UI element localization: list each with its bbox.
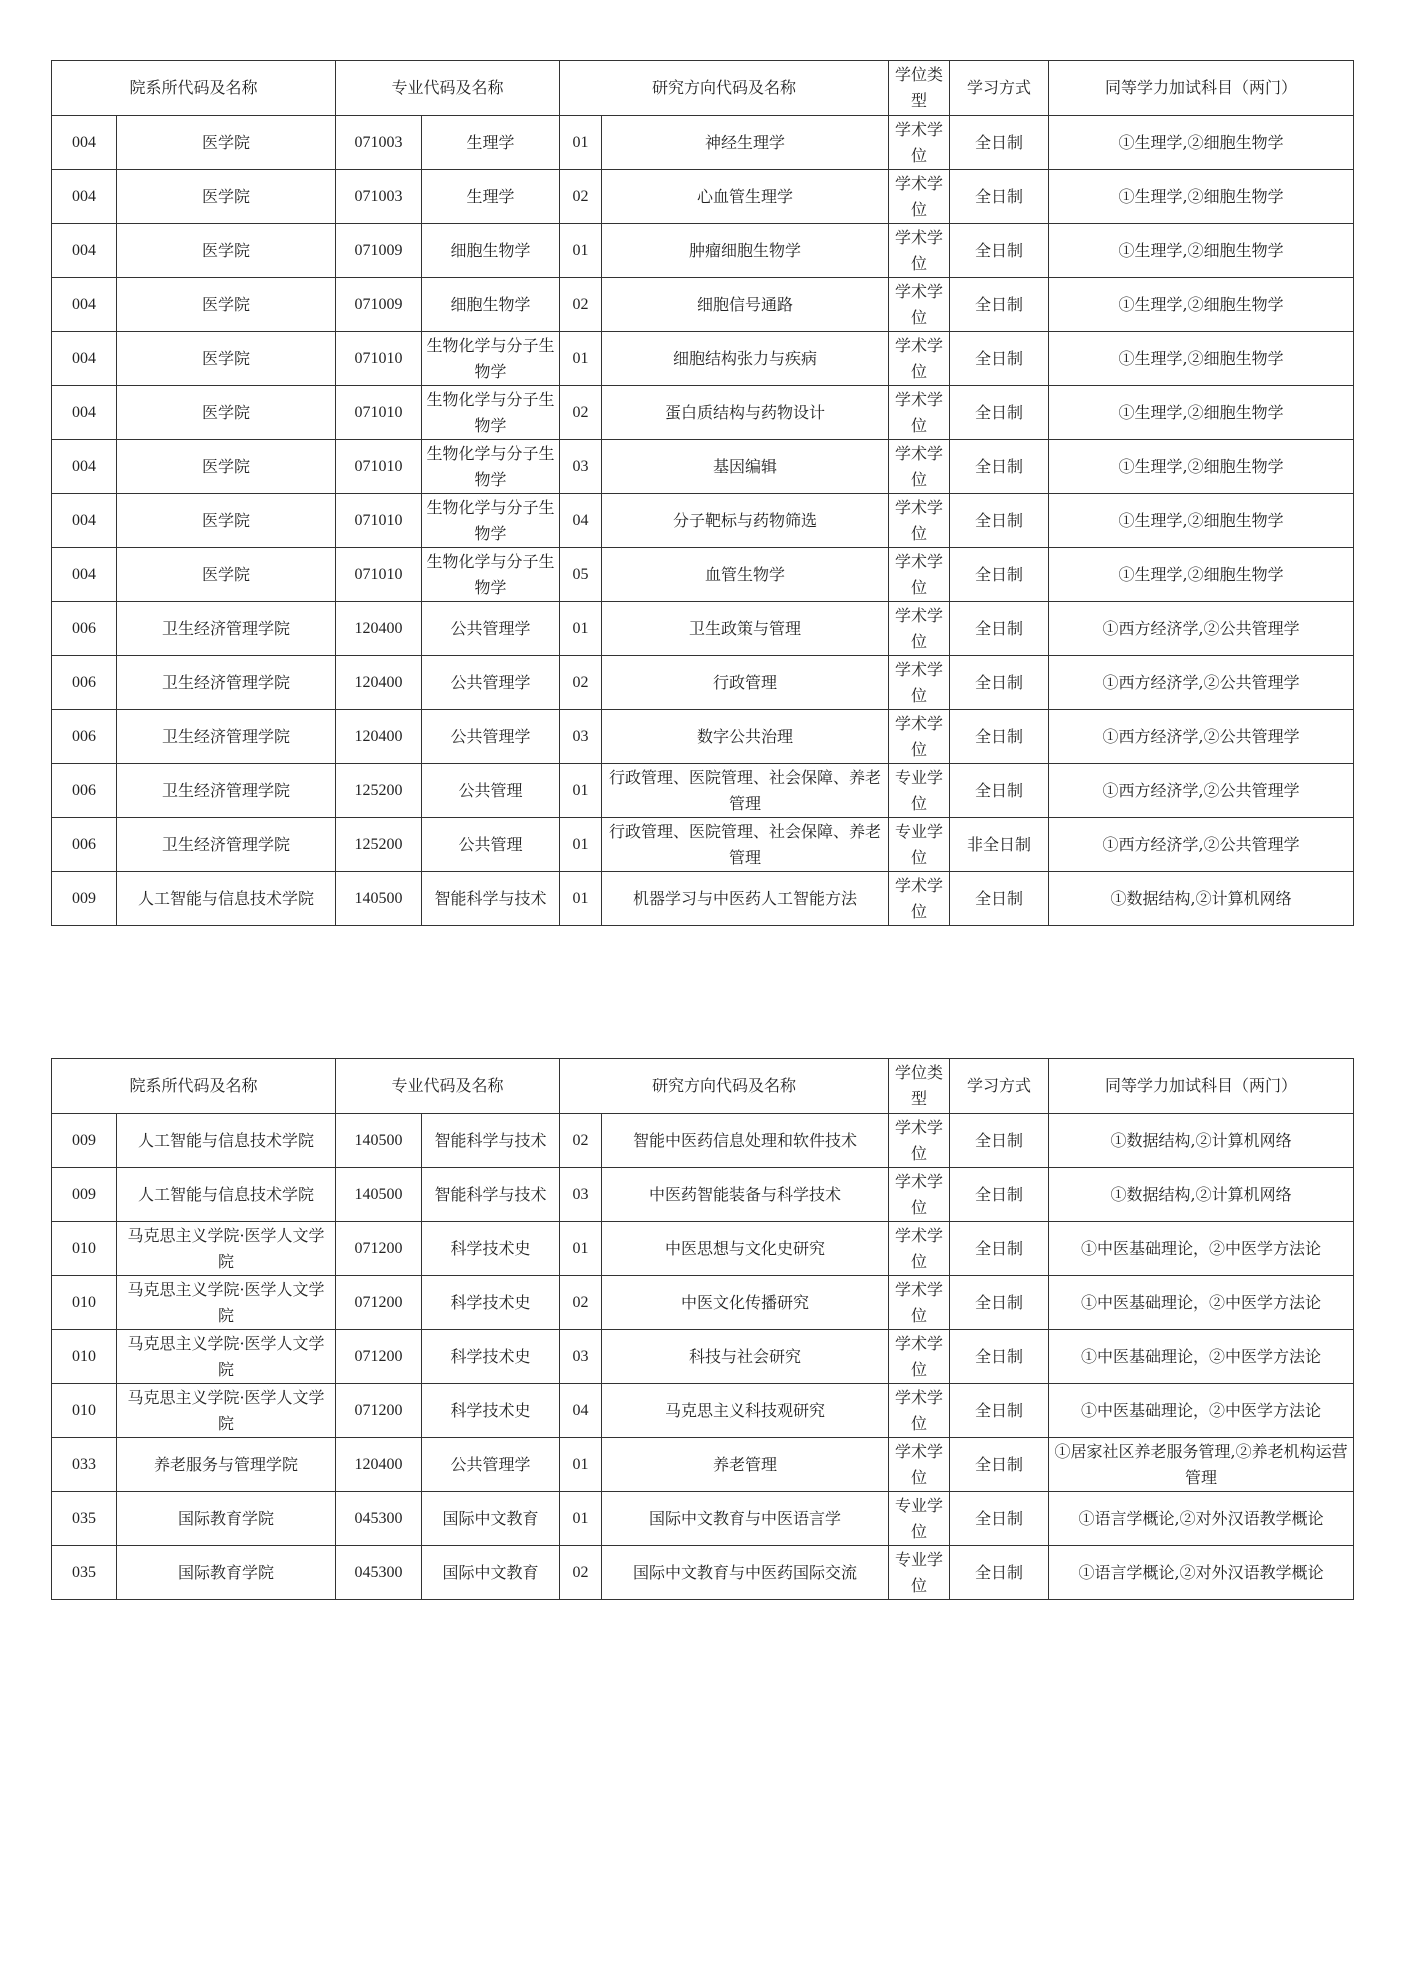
degree-type-cell: 学术学位 — [889, 1438, 950, 1492]
header-mode: 学习方式 — [950, 61, 1049, 116]
direction-code-cell: 01 — [560, 1438, 602, 1492]
direction-code-cell: 02 — [560, 386, 602, 440]
extra-subjects-cell: ①语言学概论,②对外汉语教学概论 — [1049, 1546, 1354, 1600]
major-code-cell: 071010 — [336, 494, 422, 548]
table-row — [52, 1438, 1354, 1492]
major-name-cell: 生物化学与分子生物学 — [422, 386, 560, 440]
college-code-cell: 004 — [52, 548, 117, 602]
direction-name-cell: 神经生理学 — [602, 116, 889, 170]
direction-name-cell: 血管生物学 — [602, 548, 889, 602]
table-row — [52, 1114, 1354, 1168]
header-mode: 学习方式 — [950, 1059, 1049, 1114]
major-name-cell: 科学技术史 — [422, 1330, 560, 1384]
table-row — [52, 170, 1354, 224]
table-row — [52, 440, 1354, 494]
college-name-cell: 医学院 — [117, 116, 336, 170]
direction-code-cell: 01 — [560, 1222, 602, 1276]
header-extra: 同等学力加试科目（两门） — [1049, 1059, 1354, 1114]
table-row — [52, 602, 1354, 656]
major-name-cell: 公共管理学 — [422, 656, 560, 710]
direction-code-cell: 03 — [560, 710, 602, 764]
college-code-cell: 004 — [52, 170, 117, 224]
study-mode-cell: 全日制 — [950, 1276, 1049, 1330]
program-table-1 — [51, 60, 1354, 926]
study-mode-cell: 全日制 — [950, 1114, 1049, 1168]
extra-subjects-cell: ①语言学概论,②对外汉语教学概论 — [1049, 1492, 1354, 1546]
table-row — [52, 764, 1354, 818]
college-code-cell: 009 — [52, 1168, 117, 1222]
direction-code-cell: 02 — [560, 278, 602, 332]
degree-type-cell: 学术学位 — [889, 224, 950, 278]
degree-type-cell: 学术学位 — [889, 116, 950, 170]
major-name-cell: 科学技术史 — [422, 1222, 560, 1276]
direction-name-cell: 马克思主义科技观研究 — [602, 1384, 889, 1438]
study-mode-cell: 全日制 — [950, 602, 1049, 656]
study-mode-cell: 全日制 — [950, 656, 1049, 710]
direction-name-cell: 科技与社会研究 — [602, 1330, 889, 1384]
direction-name-cell: 行政管理 — [602, 656, 889, 710]
direction-name-cell: 行政管理、医院管理、社会保障、养老管理 — [602, 764, 889, 818]
major-name-cell: 公共管理 — [422, 818, 560, 872]
study-mode-cell: 全日制 — [950, 278, 1049, 332]
major-name-cell: 生物化学与分子生物学 — [422, 548, 560, 602]
direction-name-cell: 国际中文教育与中医药国际交流 — [602, 1546, 889, 1600]
major-code-cell: 071010 — [336, 548, 422, 602]
degree-type-cell: 学术学位 — [889, 386, 950, 440]
direction-code-cell: 01 — [560, 602, 602, 656]
degree-type-cell: 学术学位 — [889, 548, 950, 602]
college-name-cell: 卫生经济管理学院 — [117, 818, 336, 872]
major-name-cell: 生物化学与分子生物学 — [422, 332, 560, 386]
study-mode-cell: 全日制 — [950, 440, 1049, 494]
direction-code-cell: 02 — [560, 1114, 602, 1168]
direction-code-cell: 04 — [560, 494, 602, 548]
direction-code-cell: 01 — [560, 764, 602, 818]
header-extra: 同等学力加试科目（两门） — [1049, 61, 1354, 116]
major-code-cell: 071200 — [336, 1222, 422, 1276]
major-code-cell: 071010 — [336, 332, 422, 386]
table-row — [52, 224, 1354, 278]
college-name-cell: 人工智能与信息技术学院 — [117, 1114, 336, 1168]
direction-code-cell: 03 — [560, 1330, 602, 1384]
direction-code-cell: 01 — [560, 116, 602, 170]
major-code-cell: 071200 — [336, 1276, 422, 1330]
study-mode-cell: 全日制 — [950, 332, 1049, 386]
extra-subjects-cell: ①西方经济学,②公共管理学 — [1049, 764, 1354, 818]
study-mode-cell: 全日制 — [950, 1330, 1049, 1384]
college-code-cell: 009 — [52, 1114, 117, 1168]
major-code-cell: 125200 — [336, 818, 422, 872]
table-row — [52, 494, 1354, 548]
major-name-cell: 公共管理 — [422, 764, 560, 818]
table-row — [52, 332, 1354, 386]
study-mode-cell: 全日制 — [950, 1546, 1049, 1600]
extra-subjects-cell: ①生理学,②细胞生物学 — [1049, 494, 1354, 548]
study-mode-cell: 全日制 — [950, 1492, 1049, 1546]
extra-subjects-cell: ①西方经济学,②公共管理学 — [1049, 602, 1354, 656]
direction-code-cell: 02 — [560, 656, 602, 710]
study-mode-cell: 全日制 — [950, 170, 1049, 224]
extra-subjects-cell: ①生理学,②细胞生物学 — [1049, 224, 1354, 278]
college-code-cell: 006 — [52, 764, 117, 818]
major-code-cell: 071003 — [336, 116, 422, 170]
major-code-cell: 071010 — [336, 386, 422, 440]
direction-code-cell: 01 — [560, 332, 602, 386]
college-code-cell: 004 — [52, 278, 117, 332]
degree-type-cell: 专业学位 — [889, 1492, 950, 1546]
degree-type-cell: 学术学位 — [889, 332, 950, 386]
degree-type-cell: 学术学位 — [889, 494, 950, 548]
college-name-cell: 医学院 — [117, 548, 336, 602]
table-row — [52, 386, 1354, 440]
study-mode-cell: 全日制 — [950, 494, 1049, 548]
major-code-cell: 071009 — [336, 278, 422, 332]
study-mode-cell: 全日制 — [950, 116, 1049, 170]
direction-name-cell: 智能中医药信息处理和软件技术 — [602, 1114, 889, 1168]
college-name-cell: 医学院 — [117, 332, 336, 386]
extra-subjects-cell: ①西方经济学,②公共管理学 — [1049, 710, 1354, 764]
college-code-cell: 006 — [52, 710, 117, 764]
direction-name-cell: 肿瘤细胞生物学 — [602, 224, 889, 278]
header-direction: 研究方向代码及名称 — [560, 61, 889, 116]
major-code-cell: 140500 — [336, 1114, 422, 1168]
major-code-cell: 140500 — [336, 872, 422, 926]
direction-name-cell: 基因编辑 — [602, 440, 889, 494]
direction-code-cell: 01 — [560, 224, 602, 278]
college-name-cell: 医学院 — [117, 494, 336, 548]
degree-type-cell: 专业学位 — [889, 818, 950, 872]
direction-name-cell: 数字公共治理 — [602, 710, 889, 764]
college-name-cell: 国际教育学院 — [117, 1492, 336, 1546]
college-code-cell: 004 — [52, 440, 117, 494]
study-mode-cell: 全日制 — [950, 1168, 1049, 1222]
college-name-cell: 医学院 — [117, 386, 336, 440]
college-code-cell: 010 — [52, 1330, 117, 1384]
degree-type-cell: 学术学位 — [889, 710, 950, 764]
header-degree: 学位类型 — [889, 61, 950, 116]
major-name-cell: 生物化学与分子生物学 — [422, 440, 560, 494]
table-row — [52, 656, 1354, 710]
program-table-2 — [51, 1058, 1354, 1600]
direction-code-cell: 02 — [560, 170, 602, 224]
major-name-cell: 细胞生物学 — [422, 224, 560, 278]
major-code-cell: 071009 — [336, 224, 422, 278]
direction-code-cell: 01 — [560, 872, 602, 926]
study-mode-cell: 全日制 — [950, 224, 1049, 278]
extra-subjects-cell: ①中医基础理论，②中医学方法论 — [1049, 1384, 1354, 1438]
major-name-cell: 公共管理学 — [422, 602, 560, 656]
table-row — [52, 1330, 1354, 1384]
major-name-cell: 细胞生物学 — [422, 278, 560, 332]
degree-type-cell: 专业学位 — [889, 1546, 950, 1600]
major-name-cell: 生物化学与分子生物学 — [422, 494, 560, 548]
direction-name-cell: 卫生政策与管理 — [602, 602, 889, 656]
direction-name-cell: 蛋白质结构与药物设计 — [602, 386, 889, 440]
major-code-cell: 120400 — [336, 602, 422, 656]
extra-subjects-cell: ①中医基础理论，②中医学方法论 — [1049, 1330, 1354, 1384]
table-row — [52, 1384, 1354, 1438]
study-mode-cell: 全日制 — [950, 548, 1049, 602]
extra-subjects-cell: ①中医基础理论，②中医学方法论 — [1049, 1276, 1354, 1330]
direction-name-cell: 中医文化传播研究 — [602, 1276, 889, 1330]
header-college: 院系所代码及名称 — [52, 61, 336, 116]
major-name-cell: 生理学 — [422, 116, 560, 170]
study-mode-cell: 全日制 — [950, 710, 1049, 764]
direction-code-cell: 02 — [560, 1546, 602, 1600]
extra-subjects-cell: ①居家社区养老服务管理,②养老机构运营管理 — [1049, 1438, 1354, 1492]
major-code-cell: 071200 — [336, 1330, 422, 1384]
college-name-cell: 马克思主义学院·医学人文学院 — [117, 1276, 336, 1330]
direction-name-cell: 中医药智能装备与科学技术 — [602, 1168, 889, 1222]
major-code-cell: 140500 — [336, 1168, 422, 1222]
major-name-cell: 生理学 — [422, 170, 560, 224]
direction-code-cell: 02 — [560, 1276, 602, 1330]
degree-type-cell: 学术学位 — [889, 872, 950, 926]
study-mode-cell: 全日制 — [950, 1438, 1049, 1492]
table-row — [52, 818, 1354, 872]
direction-code-cell: 01 — [560, 818, 602, 872]
table-header-row — [52, 61, 1354, 116]
college-code-cell: 006 — [52, 602, 117, 656]
degree-type-cell: 学术学位 — [889, 1114, 950, 1168]
study-mode-cell: 非全日制 — [950, 818, 1049, 872]
extra-subjects-cell: ①数据结构,②计算机网络 — [1049, 872, 1354, 926]
degree-type-cell: 专业学位 — [889, 764, 950, 818]
header-degree: 学位类型 — [889, 1059, 950, 1114]
direction-name-cell: 心血管生理学 — [602, 170, 889, 224]
college-name-cell: 卫生经济管理学院 — [117, 602, 336, 656]
table-row — [52, 548, 1354, 602]
table-row — [52, 1222, 1354, 1276]
major-code-cell: 045300 — [336, 1546, 422, 1600]
college-name-cell: 养老服务与管理学院 — [117, 1438, 336, 1492]
direction-code-cell: 05 — [560, 548, 602, 602]
table-row — [52, 116, 1354, 170]
table-row — [52, 1546, 1354, 1600]
college-code-cell: 010 — [52, 1222, 117, 1276]
table-row — [52, 1276, 1354, 1330]
college-code-cell: 035 — [52, 1492, 117, 1546]
direction-name-cell: 中医思想与文化史研究 — [602, 1222, 889, 1276]
college-code-cell: 004 — [52, 494, 117, 548]
direction-code-cell: 03 — [560, 440, 602, 494]
major-code-cell: 120400 — [336, 1438, 422, 1492]
header-major: 专业代码及名称 — [336, 1059, 560, 1114]
direction-name-cell: 细胞信号通路 — [602, 278, 889, 332]
direction-name-cell: 分子靶标与药物筛选 — [602, 494, 889, 548]
college-code-cell: 004 — [52, 224, 117, 278]
college-name-cell: 医学院 — [117, 278, 336, 332]
extra-subjects-cell: ①数据结构,②计算机网络 — [1049, 1168, 1354, 1222]
direction-name-cell: 国际中文教育与中医语言学 — [602, 1492, 889, 1546]
major-code-cell: 120400 — [336, 710, 422, 764]
table-body — [52, 1114, 1354, 1600]
college-name-cell: 马克思主义学院·医学人文学院 — [117, 1330, 336, 1384]
college-code-cell: 033 — [52, 1438, 117, 1492]
college-code-cell: 006 — [52, 818, 117, 872]
study-mode-cell: 全日制 — [950, 386, 1049, 440]
extra-subjects-cell: ①西方经济学,②公共管理学 — [1049, 818, 1354, 872]
degree-type-cell: 学术学位 — [889, 1276, 950, 1330]
extra-subjects-cell: ①生理学,②细胞生物学 — [1049, 116, 1354, 170]
direction-name-cell: 行政管理、医院管理、社会保障、养老管理 — [602, 818, 889, 872]
degree-type-cell: 学术学位 — [889, 1168, 950, 1222]
college-name-cell: 卫生经济管理学院 — [117, 710, 336, 764]
college-name-cell: 马克思主义学院·医学人文学院 — [117, 1384, 336, 1438]
major-code-cell: 071003 — [336, 170, 422, 224]
header-major: 专业代码及名称 — [336, 61, 560, 116]
major-name-cell: 国际中文教育 — [422, 1492, 560, 1546]
college-code-cell: 009 — [52, 872, 117, 926]
extra-subjects-cell: ①生理学,②细胞生物学 — [1049, 170, 1354, 224]
major-name-cell: 科学技术史 — [422, 1384, 560, 1438]
extra-subjects-cell: ①生理学,②细胞生物学 — [1049, 278, 1354, 332]
major-name-cell: 智能科学与技术 — [422, 1114, 560, 1168]
extra-subjects-cell: ①西方经济学,②公共管理学 — [1049, 656, 1354, 710]
direction-code-cell: 04 — [560, 1384, 602, 1438]
table-row — [52, 872, 1354, 926]
college-name-cell: 医学院 — [117, 440, 336, 494]
college-name-cell: 马克思主义学院·医学人文学院 — [117, 1222, 336, 1276]
college-code-cell: 006 — [52, 656, 117, 710]
direction-code-cell: 03 — [560, 1168, 602, 1222]
study-mode-cell: 全日制 — [950, 1222, 1049, 1276]
extra-subjects-cell: ①生理学,②细胞生物学 — [1049, 386, 1354, 440]
extra-subjects-cell: ①生理学,②细胞生物学 — [1049, 548, 1354, 602]
table-body — [52, 116, 1354, 926]
extra-subjects-cell: ①数据结构,②计算机网络 — [1049, 1114, 1354, 1168]
college-code-cell: 010 — [52, 1276, 117, 1330]
major-code-cell: 120400 — [336, 656, 422, 710]
college-code-cell: 004 — [52, 116, 117, 170]
college-name-cell: 人工智能与信息技术学院 — [117, 872, 336, 926]
major-name-cell: 公共管理学 — [422, 1438, 560, 1492]
direction-code-cell: 01 — [560, 1492, 602, 1546]
direction-name-cell: 细胞结构张力与疾病 — [602, 332, 889, 386]
college-code-cell: 010 — [52, 1384, 117, 1438]
major-name-cell: 智能科学与技术 — [422, 1168, 560, 1222]
college-code-cell: 035 — [52, 1546, 117, 1600]
extra-subjects-cell: ①生理学,②细胞生物学 — [1049, 440, 1354, 494]
college-name-cell: 人工智能与信息技术学院 — [117, 1168, 336, 1222]
extra-subjects-cell: ①生理学,②细胞生物学 — [1049, 332, 1354, 386]
degree-type-cell: 学术学位 — [889, 1330, 950, 1384]
college-code-cell: 004 — [52, 386, 117, 440]
major-name-cell: 国际中文教育 — [422, 1546, 560, 1600]
major-name-cell: 智能科学与技术 — [422, 872, 560, 926]
college-name-cell: 卫生经济管理学院 — [117, 764, 336, 818]
table-header-row — [52, 1059, 1354, 1114]
direction-name-cell: 机器学习与中医药人工智能方法 — [602, 872, 889, 926]
header-direction: 研究方向代码及名称 — [560, 1059, 889, 1114]
degree-type-cell: 学术学位 — [889, 278, 950, 332]
degree-type-cell: 学术学位 — [889, 656, 950, 710]
study-mode-cell: 全日制 — [950, 1384, 1049, 1438]
header-college: 院系所代码及名称 — [52, 1059, 336, 1114]
major-code-cell: 045300 — [336, 1492, 422, 1546]
college-name-cell: 卫生经济管理学院 — [117, 656, 336, 710]
major-code-cell: 125200 — [336, 764, 422, 818]
table-row — [52, 278, 1354, 332]
study-mode-cell: 全日制 — [950, 764, 1049, 818]
degree-type-cell: 学术学位 — [889, 170, 950, 224]
table-row — [52, 1492, 1354, 1546]
major-code-cell: 071200 — [336, 1384, 422, 1438]
degree-type-cell: 学术学位 — [889, 1222, 950, 1276]
college-name-cell: 国际教育学院 — [117, 1546, 336, 1600]
study-mode-cell: 全日制 — [950, 872, 1049, 926]
college-code-cell: 004 — [52, 332, 117, 386]
major-name-cell: 科学技术史 — [422, 1276, 560, 1330]
degree-type-cell: 学术学位 — [889, 602, 950, 656]
college-name-cell: 医学院 — [117, 224, 336, 278]
major-name-cell: 公共管理学 — [422, 710, 560, 764]
major-code-cell: 071010 — [336, 440, 422, 494]
extra-subjects-cell: ①中医基础理论，②中医学方法论 — [1049, 1222, 1354, 1276]
degree-type-cell: 学术学位 — [889, 440, 950, 494]
degree-type-cell: 学术学位 — [889, 1384, 950, 1438]
college-name-cell: 医学院 — [117, 170, 336, 224]
table-row — [52, 1168, 1354, 1222]
table-row — [52, 710, 1354, 764]
direction-name-cell: 养老管理 — [602, 1438, 889, 1492]
